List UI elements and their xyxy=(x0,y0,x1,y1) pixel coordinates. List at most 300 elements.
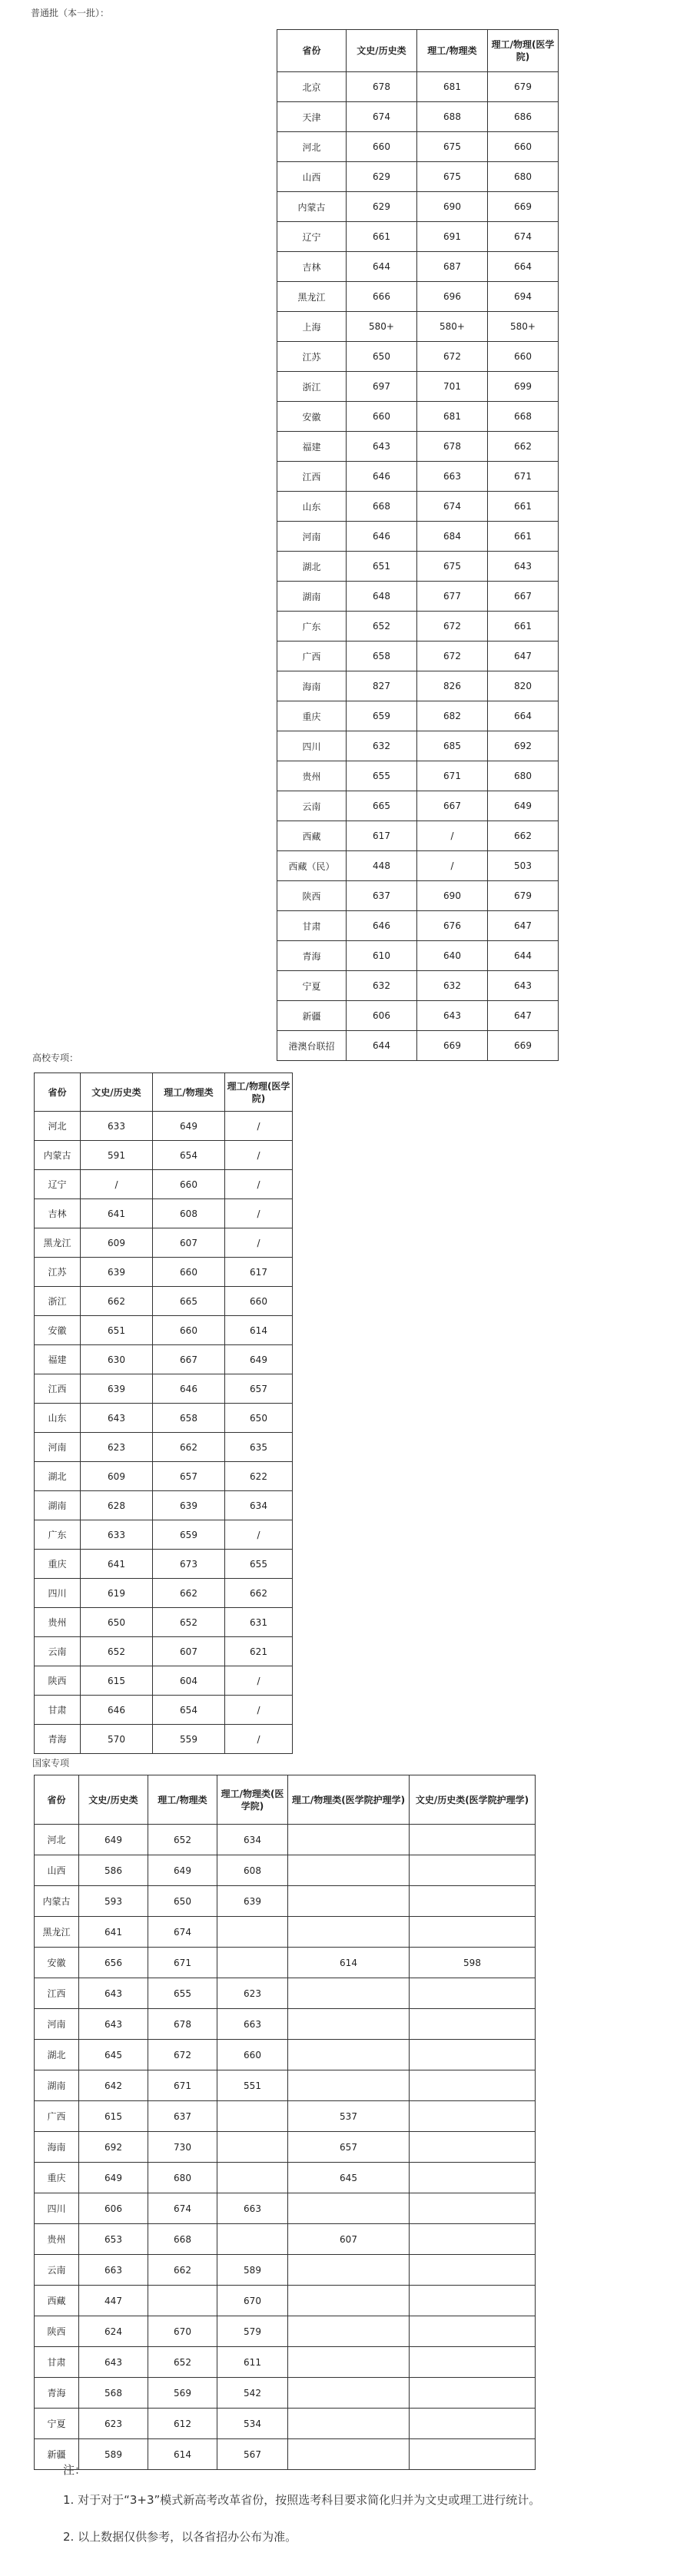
score-cell: 632 xyxy=(347,731,417,761)
province-cell: 福建 xyxy=(35,1345,81,1374)
score-cell: 670 xyxy=(148,2316,217,2347)
province-cell: 安徽 xyxy=(35,1948,79,1978)
score-cell xyxy=(288,2316,410,2347)
score-cell: 661 xyxy=(347,222,417,252)
score-cell xyxy=(410,2101,536,2132)
score-cell xyxy=(410,1855,536,1886)
score-cell: 542 xyxy=(217,2378,288,2409)
province-cell: 陕西 xyxy=(35,1666,81,1696)
province-cell: 辽宁 xyxy=(277,222,347,252)
header-row xyxy=(35,1775,536,1825)
score-cell: 661 xyxy=(488,492,559,522)
score-cell: 649 xyxy=(153,1112,225,1141)
table-row xyxy=(35,1258,293,1287)
score-cell: / xyxy=(417,851,488,881)
score-cell: 690 xyxy=(417,881,488,911)
score-cell: 680 xyxy=(148,2163,217,2193)
score-cell: 641 xyxy=(79,1917,148,1948)
score-cell: 691 xyxy=(417,222,488,252)
score-cell xyxy=(410,2224,536,2255)
province-cell: 青海 xyxy=(35,1725,81,1754)
score-cell: 651 xyxy=(81,1316,153,1345)
table-row xyxy=(35,2070,536,2101)
score-cell: 680 xyxy=(488,761,559,791)
score-cell xyxy=(288,2070,410,2101)
score-cell: 663 xyxy=(217,2193,288,2224)
score-cell: 694 xyxy=(488,282,559,312)
score-cell: 623 xyxy=(217,1978,288,2009)
table-row xyxy=(35,1855,536,1886)
province-cell: 湖南 xyxy=(35,1491,81,1520)
score-cell: 662 xyxy=(488,821,559,851)
score-cell: 660 xyxy=(225,1287,293,1316)
score-cell: 662 xyxy=(81,1287,153,1316)
table-row xyxy=(277,102,559,132)
province-cell: 陕西 xyxy=(35,2316,79,2347)
table-row xyxy=(35,2378,536,2409)
score-cell: 580+ xyxy=(347,312,417,342)
score-cell: 639 xyxy=(81,1258,153,1287)
score-cell: 615 xyxy=(81,1666,153,1696)
score-cell xyxy=(410,2347,536,2378)
score-cell: 651 xyxy=(347,552,417,582)
regular-batch-table xyxy=(277,29,559,1061)
province-cell: 江苏 xyxy=(35,1258,81,1287)
province-cell: 贵州 xyxy=(277,761,347,791)
score-cell: / xyxy=(225,1141,293,1170)
score-cell xyxy=(288,2347,410,2378)
table-row xyxy=(277,971,559,1001)
score-cell: 669 xyxy=(488,192,559,222)
score-cell: 589 xyxy=(79,2439,148,2470)
score-cell: 639 xyxy=(217,1886,288,1917)
score-cell: 658 xyxy=(153,1404,225,1433)
score-cell: 661 xyxy=(488,522,559,552)
national-special-title: 国家专项 xyxy=(32,1758,70,1769)
score-cell: / xyxy=(225,1520,293,1550)
score-cell: 674 xyxy=(148,1917,217,1948)
score-cell: 663 xyxy=(79,2255,148,2286)
province-cell: 甘肃 xyxy=(35,1696,81,1725)
score-cell: 607 xyxy=(288,2224,410,2255)
score-cell: 662 xyxy=(225,1579,293,1608)
score-cell: 657 xyxy=(288,2132,410,2163)
table-row xyxy=(277,701,559,731)
score-cell xyxy=(410,2040,536,2070)
score-cell: 650 xyxy=(225,1404,293,1433)
score-cell: 662 xyxy=(488,432,559,462)
table-row xyxy=(35,2163,536,2193)
score-cell: 617 xyxy=(347,821,417,851)
score-cell: 679 xyxy=(488,881,559,911)
score-cell: 681 xyxy=(417,402,488,432)
score-cell: 664 xyxy=(488,252,559,282)
score-cell xyxy=(288,1917,410,1948)
score-cell: 589 xyxy=(217,2255,288,2286)
score-cell: 647 xyxy=(488,911,559,941)
province-cell: 河北 xyxy=(35,1112,81,1141)
table-row xyxy=(277,402,559,432)
table-row xyxy=(277,791,559,821)
score-cell: 682 xyxy=(417,701,488,731)
header-row xyxy=(277,30,559,72)
score-cell: 678 xyxy=(347,72,417,102)
province-cell: 湖北 xyxy=(277,552,347,582)
score-cell: 675 xyxy=(417,132,488,162)
province-cell: 青海 xyxy=(277,941,347,971)
score-cell: 665 xyxy=(347,791,417,821)
score-cell: 610 xyxy=(347,941,417,971)
province-cell: 上海 xyxy=(277,312,347,342)
score-cell: 643 xyxy=(79,1978,148,2009)
score-cell: 559 xyxy=(153,1725,225,1754)
table-row xyxy=(277,761,559,791)
score-cell: / xyxy=(225,1170,293,1199)
column-header: 文史/历史类 xyxy=(79,1775,148,1825)
score-cell: 644 xyxy=(488,941,559,971)
column-header: 文史/历史类(医学院护理学) xyxy=(410,1775,536,1825)
score-cell: 580+ xyxy=(488,312,559,342)
score-cell: 649 xyxy=(488,791,559,821)
score-cell: 641 xyxy=(81,1199,153,1228)
score-cell: 609 xyxy=(81,1228,153,1258)
score-cell: 671 xyxy=(488,462,559,492)
score-cell xyxy=(288,1855,410,1886)
score-cell: / xyxy=(225,1696,293,1725)
score-cell: 662 xyxy=(148,2255,217,2286)
table-row xyxy=(35,1228,293,1258)
header-row xyxy=(35,1073,293,1112)
table-row xyxy=(35,1433,293,1462)
table-row xyxy=(35,2009,536,2040)
table-row xyxy=(35,2040,536,2070)
score-cell: 648 xyxy=(347,582,417,612)
score-cell: 663 xyxy=(417,462,488,492)
table-row xyxy=(35,1141,293,1170)
score-cell: 649 xyxy=(79,1825,148,1855)
score-cell: 675 xyxy=(417,552,488,582)
score-cell xyxy=(288,1886,410,1917)
province-cell: 黑龙江 xyxy=(35,1228,81,1258)
table-row xyxy=(35,1491,293,1520)
province-cell: 江西 xyxy=(277,462,347,492)
score-cell: 637 xyxy=(148,2101,217,2132)
score-cell: 643 xyxy=(488,552,559,582)
province-cell: 海南 xyxy=(35,2132,79,2163)
table-row xyxy=(277,252,559,282)
score-cell: 660 xyxy=(153,1316,225,1345)
score-cell: 611 xyxy=(217,2347,288,2378)
score-cell: 645 xyxy=(79,2040,148,2070)
table-row xyxy=(35,1550,293,1579)
score-cell xyxy=(410,2193,536,2224)
score-cell: 655 xyxy=(148,1978,217,2009)
table-row xyxy=(35,1886,536,1917)
score-cell: / xyxy=(225,1666,293,1696)
score-cell: 586 xyxy=(79,1855,148,1886)
score-cell xyxy=(410,2132,536,2163)
score-cell: 447 xyxy=(79,2286,148,2316)
province-cell: 新疆 xyxy=(35,2439,79,2470)
score-cell: 686 xyxy=(488,102,559,132)
score-cell: 591 xyxy=(81,1141,153,1170)
regular-batch-title: 普通批（本一批）： xyxy=(31,8,110,18)
score-cell: 672 xyxy=(417,642,488,671)
column-header: 省份 xyxy=(35,1775,79,1825)
score-cell: 662 xyxy=(153,1579,225,1608)
province-cell: 西藏（民） xyxy=(277,851,347,881)
province-cell: 黑龙江 xyxy=(35,1917,79,1948)
score-cell: 690 xyxy=(417,192,488,222)
score-cell xyxy=(410,2286,536,2316)
table-row xyxy=(277,432,559,462)
score-cell: 730 xyxy=(148,2132,217,2163)
table-row xyxy=(277,612,559,642)
score-cell: 652 xyxy=(81,1637,153,1666)
score-cell: 684 xyxy=(417,522,488,552)
table-row xyxy=(277,941,559,971)
score-cell: 634 xyxy=(225,1491,293,1520)
score-cell xyxy=(288,2409,410,2439)
score-cell: 633 xyxy=(81,1520,153,1550)
score-cell: 671 xyxy=(148,2070,217,2101)
score-cell xyxy=(288,2286,410,2316)
province-cell: 云南 xyxy=(277,791,347,821)
score-cell: 667 xyxy=(488,582,559,612)
column-header: 理工/物理(医学院) xyxy=(488,30,559,72)
score-cell: 673 xyxy=(153,1550,225,1579)
table-row xyxy=(35,2193,536,2224)
score-cell: 668 xyxy=(148,2224,217,2255)
score-cell: 671 xyxy=(417,761,488,791)
table-row xyxy=(35,2286,536,2316)
province-cell: 河南 xyxy=(277,522,347,552)
score-cell: 644 xyxy=(347,1031,417,1061)
table-row xyxy=(35,1978,536,2009)
province-cell: 河北 xyxy=(277,132,347,162)
score-cell: 643 xyxy=(417,1001,488,1031)
score-cell xyxy=(410,1917,536,1948)
province-cell: 宁夏 xyxy=(277,971,347,1001)
column-header: 理工/物理类 xyxy=(417,30,488,72)
score-cell: 606 xyxy=(347,1001,417,1031)
table-row xyxy=(277,1001,559,1031)
score-cell: 654 xyxy=(153,1696,225,1725)
province-cell: 重庆 xyxy=(277,701,347,731)
score-cell: 669 xyxy=(488,1031,559,1061)
note-item-2: 2. 以上数据仅供参考，以各省招办公布为准。 xyxy=(63,2530,297,2544)
score-cell: 534 xyxy=(217,2409,288,2439)
score-cell: 617 xyxy=(225,1258,293,1287)
table-row xyxy=(35,1462,293,1491)
province-cell: 广东 xyxy=(277,612,347,642)
province-cell: 北京 xyxy=(277,72,347,102)
score-cell xyxy=(410,1886,536,1917)
score-cell xyxy=(148,2286,217,2316)
table-row xyxy=(277,132,559,162)
score-cell: / xyxy=(225,1725,293,1754)
score-cell xyxy=(288,2378,410,2409)
province-cell: 港澳台联招 xyxy=(277,1031,347,1061)
score-cell: 608 xyxy=(217,1855,288,1886)
score-cell: 827 xyxy=(347,671,417,701)
score-cell: 630 xyxy=(81,1345,153,1374)
score-cell: 681 xyxy=(417,72,488,102)
score-cell: 598 xyxy=(410,1948,536,1978)
province-cell: 山东 xyxy=(35,1404,81,1433)
column-header: 理工/物理(医学院) xyxy=(225,1073,293,1112)
score-cell: 614 xyxy=(225,1316,293,1345)
score-cell: 687 xyxy=(417,252,488,282)
table-row xyxy=(35,1374,293,1404)
province-cell: 山东 xyxy=(277,492,347,522)
score-cell: 637 xyxy=(347,881,417,911)
score-cell xyxy=(410,2255,536,2286)
score-cell: 692 xyxy=(79,2132,148,2163)
table-row xyxy=(277,642,559,671)
province-cell: 陕西 xyxy=(277,881,347,911)
province-cell: 吉林 xyxy=(277,252,347,282)
province-cell: 山西 xyxy=(35,1855,79,1886)
score-cell xyxy=(217,2163,288,2193)
province-cell: 重庆 xyxy=(35,1550,81,1579)
score-cell: / xyxy=(417,821,488,851)
province-cell: 青海 xyxy=(35,2378,79,2409)
score-cell: 677 xyxy=(417,582,488,612)
score-cell: 664 xyxy=(488,701,559,731)
score-cell: 678 xyxy=(417,432,488,462)
score-cell: 606 xyxy=(79,2193,148,2224)
score-cell: 643 xyxy=(79,2347,148,2378)
province-cell: 西藏 xyxy=(277,821,347,851)
score-cell: 650 xyxy=(81,1608,153,1637)
notes-heading: 注： xyxy=(63,2463,87,2477)
score-cell: 609 xyxy=(81,1462,153,1491)
score-cell: 649 xyxy=(79,2163,148,2193)
score-cell: 579 xyxy=(217,2316,288,2347)
province-cell: 内蒙古 xyxy=(35,1886,79,1917)
table-row xyxy=(35,2101,536,2132)
column-header: 文史/历史类 xyxy=(347,30,417,72)
notes xyxy=(49,2458,679,2555)
score-cell: 608 xyxy=(153,1199,225,1228)
table-row xyxy=(277,821,559,851)
score-cell: 666 xyxy=(347,282,417,312)
table-row xyxy=(277,582,559,612)
table-row xyxy=(35,1637,293,1666)
score-cell: 645 xyxy=(288,2163,410,2193)
score-cell: 692 xyxy=(488,731,559,761)
score-cell xyxy=(217,2101,288,2132)
table-row xyxy=(35,1287,293,1316)
score-cell: 614 xyxy=(288,1948,410,1978)
column-header: 理工/物理类(医学院) xyxy=(217,1775,288,1825)
score-cell: 628 xyxy=(81,1491,153,1520)
score-cell: 660 xyxy=(488,132,559,162)
note-item-1: 1. 对于对于“3+3”模式新高考改革省份，按照选考科目要求简化归并为文史或理工进行统计。 xyxy=(63,2493,541,2507)
table-row xyxy=(277,192,559,222)
score-cell xyxy=(217,1948,288,1978)
table-row xyxy=(35,1199,293,1228)
score-cell xyxy=(217,2224,288,2255)
province-cell: 甘肃 xyxy=(277,911,347,941)
score-cell: 660 xyxy=(153,1170,225,1199)
province-cell: 甘肃 xyxy=(35,2347,79,2378)
score-cell: 671 xyxy=(148,1948,217,1978)
province-cell: 四川 xyxy=(35,2193,79,2224)
table-row xyxy=(277,162,559,192)
score-cell: 569 xyxy=(148,2378,217,2409)
score-cell: 537 xyxy=(288,2101,410,2132)
table-row xyxy=(35,2316,536,2347)
table-row xyxy=(35,2132,536,2163)
score-cell: 668 xyxy=(347,492,417,522)
table-row xyxy=(35,1666,293,1696)
score-cell: 674 xyxy=(417,492,488,522)
table-row xyxy=(35,1112,293,1141)
score-cell: 661 xyxy=(488,612,559,642)
score-cell: 656 xyxy=(79,1948,148,1978)
table-row xyxy=(35,1825,536,1855)
score-cell xyxy=(217,2132,288,2163)
score-cell: 660 xyxy=(217,2040,288,2070)
score-cell: 679 xyxy=(488,72,559,102)
column-header: 省份 xyxy=(35,1073,81,1112)
province-cell: 安徽 xyxy=(35,1316,81,1345)
table-row xyxy=(277,72,559,102)
score-cell: 621 xyxy=(225,1637,293,1666)
province-cell: 四川 xyxy=(277,731,347,761)
college-special-table xyxy=(34,1073,293,1754)
score-cell: 622 xyxy=(225,1462,293,1491)
table-row xyxy=(277,492,559,522)
score-cell: 568 xyxy=(79,2378,148,2409)
score-cell: 623 xyxy=(79,2409,148,2439)
score-cell: 670 xyxy=(217,2286,288,2316)
score-cell: 629 xyxy=(347,162,417,192)
score-cell: / xyxy=(225,1112,293,1141)
table-row xyxy=(35,1948,536,1978)
province-cell: 湖南 xyxy=(35,2070,79,2101)
score-cell xyxy=(410,2409,536,2439)
table-row xyxy=(35,1696,293,1725)
province-cell: 海南 xyxy=(277,671,347,701)
table-row xyxy=(35,1579,293,1608)
table-row xyxy=(35,1170,293,1199)
national-special-table xyxy=(34,1775,536,2470)
score-cell: 696 xyxy=(417,282,488,312)
score-cell: 820 xyxy=(488,671,559,701)
score-cell: 593 xyxy=(79,1886,148,1917)
score-cell: 570 xyxy=(81,1725,153,1754)
score-cell: 503 xyxy=(488,851,559,881)
score-cell: 669 xyxy=(417,1031,488,1061)
table-row xyxy=(35,2347,536,2378)
score-cell: 615 xyxy=(79,2101,148,2132)
score-cell: 660 xyxy=(488,342,559,372)
score-cell xyxy=(288,1825,410,1855)
score-cell: 633 xyxy=(81,1112,153,1141)
province-cell: 江西 xyxy=(35,1374,81,1404)
province-cell: 广东 xyxy=(35,1520,81,1550)
score-cell: / xyxy=(81,1170,153,1199)
score-cell: 674 xyxy=(347,102,417,132)
score-cell: 655 xyxy=(225,1550,293,1579)
table-row xyxy=(277,552,559,582)
score-cell xyxy=(288,2193,410,2224)
province-cell: 河南 xyxy=(35,2009,79,2040)
province-cell: 湖南 xyxy=(277,582,347,612)
